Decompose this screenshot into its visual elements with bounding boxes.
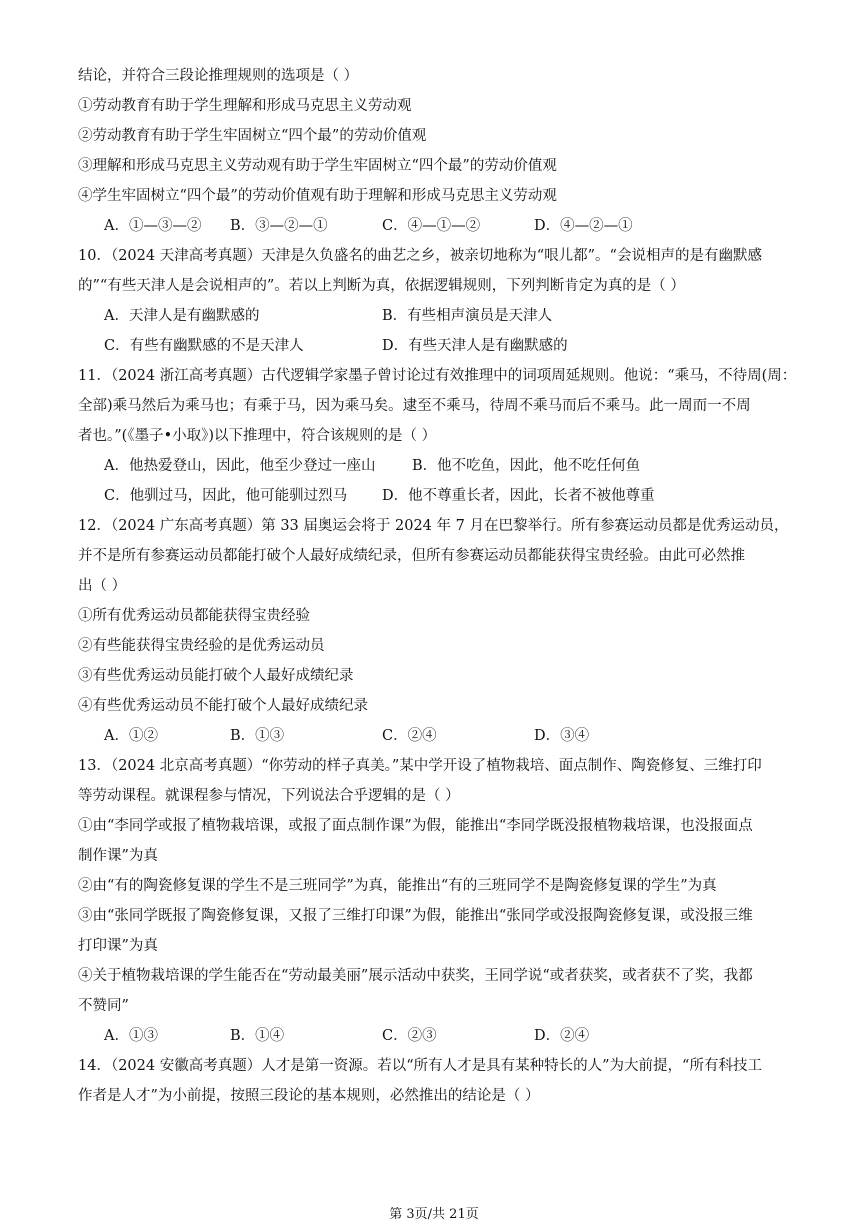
page-footer: 第 3页/共 21页 <box>389 1207 479 1222</box>
q14-stem-line-2: 作者是人才”为小前提，按照三段论的基本规则，必然推出的结论是（ ） <box>78 1088 540 1104</box>
q12-option-a[interactable]: A．①② <box>104 728 158 744</box>
q9-item-1: ①劳动教育有助于学生理解和形成马克思主义劳动观 <box>78 98 412 114</box>
q13-item-1-line-2: 制作课”为真 <box>78 848 158 864</box>
q10-options-row-1 <box>78 306 798 326</box>
q13-item-1-line-1: ①由“李同学或报了植物栽培课，或报了面点制作课”为假，能推出“李同学既没报植物栽培课，也没报面点 <box>78 818 753 834</box>
q9-option-c[interactable]: C．④—①—② <box>382 218 481 234</box>
q12-stem-line-3: 出（ ） <box>78 578 127 594</box>
q13-item-3-line-1: ③由“张同学既报了陶瓷修复课，又报了三维打印课”为假，能推出“张同学或没报陶瓷修复课，或没报三维 <box>78 908 753 924</box>
q12-stem-line-2: 并不是所有参赛运动员都能打破个人最好成绩纪录，但所有参赛运动员都能获得宝贵经验。由此可必然推 <box>78 548 745 564</box>
q11-option-d[interactable]: D．他不尊重长者，因此，长者不被他尊重 <box>382 488 655 504</box>
q11-stem-line-2: 全部)乘马然后为乘马也；有乘于马，因为乘马矣。逮至不乘马，待周不乘马而后不乘马。此一周而一不周 <box>78 398 751 414</box>
q10-options-row-2 <box>78 336 798 356</box>
q13-options <box>78 1026 798 1046</box>
q12-item-2: ②有些能获得宝贵经验的是优秀运动员 <box>78 638 325 654</box>
q13-item-4-line-2: 不赞同” <box>78 998 129 1014</box>
q12-item-1: ①所有优秀运动员都能获得宝贵经验 <box>78 608 310 624</box>
q10-option-d[interactable]: D．有些天津人是有幽默感的 <box>382 338 568 354</box>
q13-item-2: ②由“有的陶瓷修复课的学生不是三班同学”为真，能推出“有的三班同学不是陶瓷修复课的学生”为真 <box>78 878 717 894</box>
q9-item-2: ②劳动教育有助于学生牢固树立“四个最”的劳动价值观 <box>78 128 427 144</box>
q9-option-d[interactable]: D．④—②—① <box>534 218 633 234</box>
q11-stem-line-1: 11．（2024 浙江高考真题）古代逻辑学家墨子曾讨论过有效推理中的词项周延规则。他说：“乘马，不待周(周： <box>78 368 797 384</box>
q11-option-b[interactable]: B．他不吃鱼，因此，他不吃任何鱼 <box>412 458 641 474</box>
q11-options-row-2 <box>78 486 798 506</box>
intro-line: 结论，并符合三段论推理规则的选项是（ ） <box>78 68 359 84</box>
q10-stem-line-2: 的”“有些天津人是会说相声的”。若以上判断为真，依据逻辑规则，下列判断肯定为真的是（ ） <box>78 278 685 294</box>
q9-item-4: ④学生牢固树立“四个最”的劳动价值观有助于理解和形成马克思主义劳动观 <box>78 188 557 204</box>
q13-option-c[interactable]: C．②③ <box>382 1028 437 1044</box>
q9-option-a[interactable]: A．①—③—② <box>104 218 202 234</box>
q11-option-a[interactable]: A．他热爱登山，因此，他至少登过一座山 <box>104 458 376 474</box>
q12-item-4: ④有些优秀运动员不能打破个人最好成绩纪录 <box>78 698 368 714</box>
q13-item-3-line-2: 打印课”为真 <box>78 938 158 954</box>
q12-options <box>78 726 798 746</box>
q11-stem-line-3: 者也。”(《墨子•小取》)以下推理中，符合该规则的是（ ） <box>78 428 437 444</box>
q13-stem-line-1: 13．（2024 北京高考真题）“你劳动的样子真美。”某中学开设了植物栽培、面点制作、陶瓷修复、三维打印 <box>78 758 762 774</box>
q12-stem-line-1: 12．（2024 广东高考真题）第 33 届奥运会将于 2024 年 7 月在巴黎举行。所有参赛运动员都是优秀运动员， <box>78 518 789 534</box>
q12-option-d[interactable]: D．③④ <box>534 728 590 744</box>
q14-stem-line-1: 14．（2024 安徽高考真题）人才是第一资源。若以“所有人才是具有某种特长的人”为大前提，“所有科技工 <box>78 1058 762 1074</box>
q11-option-c[interactable]: C．他驯过马，因此，他可能驯过烈马 <box>104 488 348 504</box>
q13-item-4-line-1: ④关于植物栽培课的学生能否在“劳动最美丽”展示活动中获奖，王同学说“或者获奖，或者获不了奖，我都 <box>78 968 753 984</box>
q10-option-b[interactable]: B．有些相声演员是天津人 <box>382 308 553 324</box>
q9-option-b[interactable]: B．③—②—① <box>230 218 328 234</box>
q12-item-3: ③有些优秀运动员能打破个人最好成绩纪录 <box>78 668 354 684</box>
q12-option-c[interactable]: C．②④ <box>382 728 437 744</box>
q10-option-c[interactable]: C．有些有幽默感的不是天津人 <box>104 338 304 354</box>
q10-stem-line-1: 10．（2024 天津高考真题）天津是久负盛名的曲艺之乡，被亲切地称为“哏儿都”。“会说相声的是有幽默感 <box>78 248 762 264</box>
q13-stem-line-2: 等劳动课程。就课程参与情况，下列说法合乎逻辑的是（ ） <box>78 788 460 804</box>
q13-option-d[interactable]: D．②④ <box>534 1028 590 1044</box>
q12-option-b[interactable]: B．①③ <box>230 728 285 744</box>
q9-item-3: ③理解和形成马克思主义劳动观有助于学生牢固树立“四个最”的劳动价值观 <box>78 158 557 174</box>
q9-options <box>78 216 798 236</box>
q13-option-b[interactable]: B．①④ <box>230 1028 285 1044</box>
q13-option-a[interactable]: A．①③ <box>104 1028 158 1044</box>
q11-options-row-1 <box>78 456 798 476</box>
q10-option-a[interactable]: A．天津人是有幽默感的 <box>104 308 260 324</box>
